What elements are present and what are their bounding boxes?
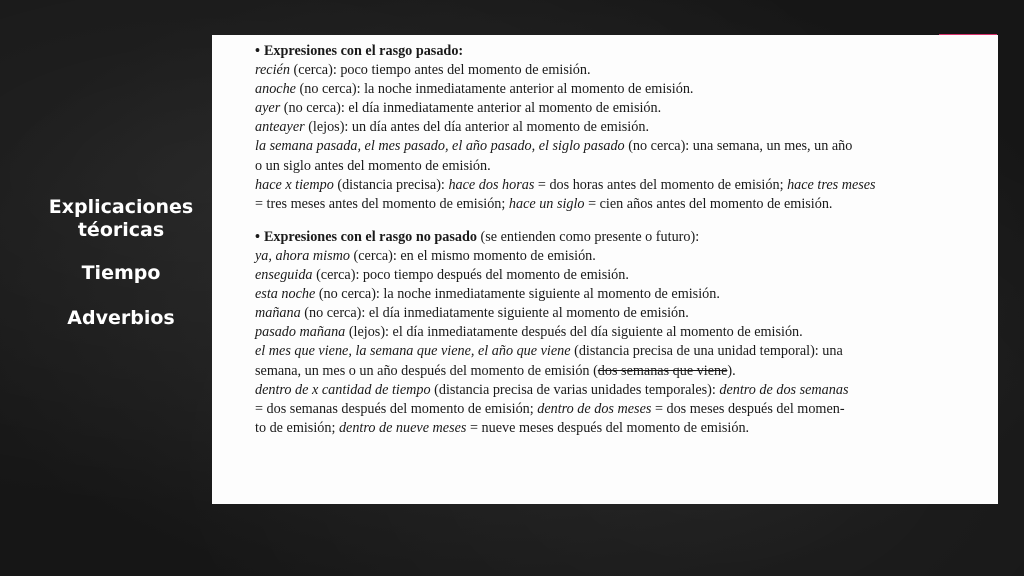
section-title-line1: Explicaciones bbox=[48, 196, 194, 218]
text-line: enseguida (cerca): poco tiempo después del momento de emisión. bbox=[255, 267, 629, 284]
text-line: hace x tiempo (distancia precisa): hace dos horas = dos horas antes del momento de emisión; hace tres meses bbox=[255, 176, 876, 193]
text-line: ya, ahora mismo (cerca): en el mismo momento de emisión. bbox=[255, 247, 596, 264]
text-line: = tres meses antes del momento de emisión; hace un siglo = cien años antes del momento de emisión. bbox=[255, 195, 833, 212]
text-line: la semana pasada, el mes pasado, el año pasado, el siglo pasado (no cerca): una semana, un mes, un año bbox=[255, 138, 853, 155]
text-line: mañana (no cerca): el día inmediatamente siguiente al momento de emisión. bbox=[255, 305, 689, 322]
section-title bbox=[40, 196, 202, 242]
text-line: dentro de x cantidad de tiempo (distancia precisa de varias unidades temporales): dentro de dos semanas bbox=[255, 381, 849, 398]
text-line: recién (cerca): poco tiempo antes del momento de emisión. bbox=[255, 62, 591, 79]
section-title-line2: téoricas bbox=[77, 219, 165, 241]
bullet-icon: • bbox=[255, 228, 260, 245]
text-line: to de emisión; dentro de nueve meses = nueve meses después del momento de emisión. bbox=[255, 419, 750, 436]
text-line: esta noche (no cerca): la noche inmediatamente siguiente al momento de emisión. bbox=[255, 286, 720, 303]
struck-text: dos semanas que viene bbox=[597, 362, 728, 379]
text-line: ayer (no cerca): el día inmediatamente anterior al momento de emisión. bbox=[255, 100, 662, 117]
text-line: pasado mañana (lejos): el día inmediatamente después del día siguiente al momento de emisión. bbox=[255, 324, 803, 341]
section-heading-pasado: • Expresiones con el rasgo pasado: bbox=[255, 43, 464, 59]
text-line: anteayer (lejos): un día antes del día anterior al momento de emisión. bbox=[255, 119, 649, 136]
topic-tiempo: Tiempo bbox=[81, 262, 161, 284]
scanned-text-excerpt bbox=[212, 35, 998, 504]
bullet-icon: • bbox=[255, 43, 260, 59]
section-heading-no-pasado: • Expresiones con el rasgo no pasado (se entienden como presente o futuro): bbox=[255, 228, 700, 245]
slide-sidebar bbox=[40, 196, 202, 352]
text-line: anoche (no cerca): la noche inmediatamente anterior al momento de emisión. bbox=[255, 81, 694, 98]
text-line: o un siglo antes del momento de emisión. bbox=[255, 157, 491, 174]
text-line: semana, un mes o un año después del momento de emisión (dos semanas que viene). bbox=[255, 362, 736, 379]
text-line: = dos semanas después del momento de emisión; dentro de dos meses = dos meses después del momen- bbox=[255, 400, 845, 417]
text-line: el mes que viene, la semana que viene, el año que viene (distancia precisa de una unidad temporal): una bbox=[255, 343, 843, 360]
topic-adverbios: Adverbios bbox=[67, 307, 175, 329]
